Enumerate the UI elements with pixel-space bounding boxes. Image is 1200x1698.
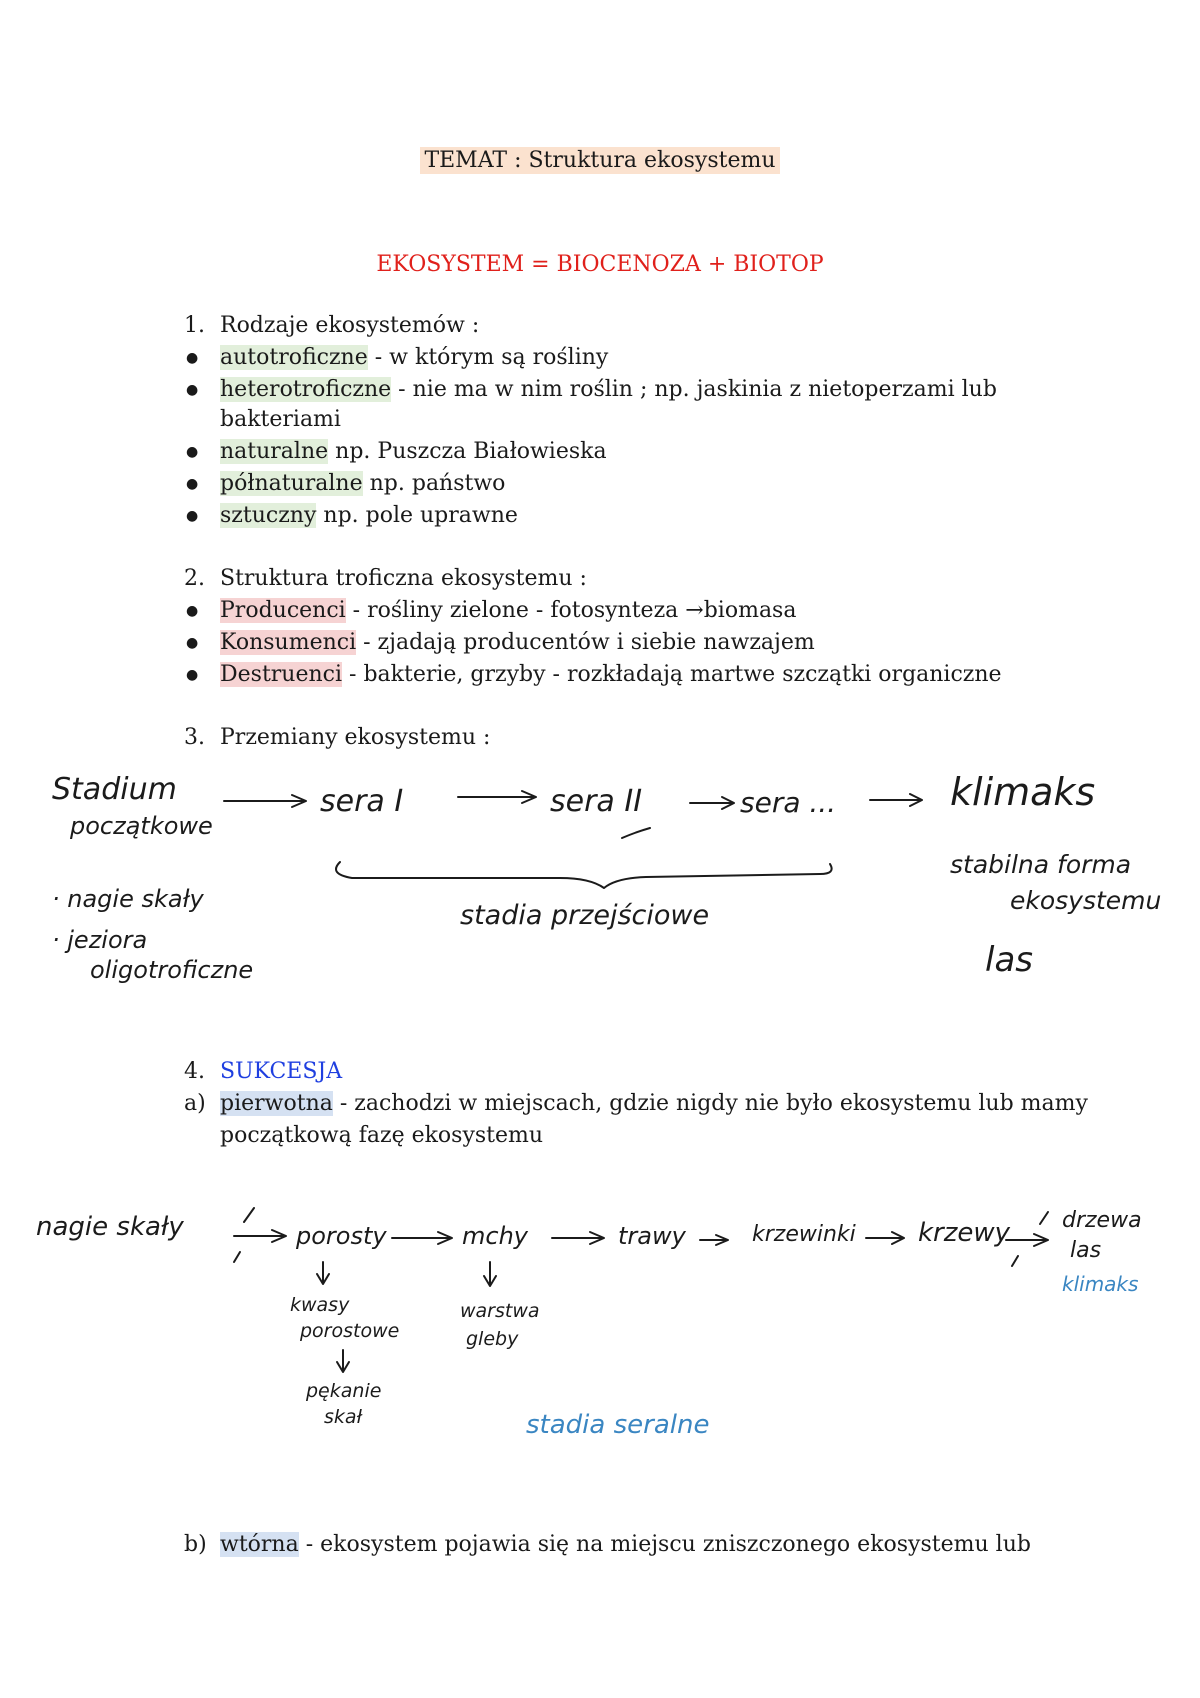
ecosystem-equation: EKOSYSTEM = BIOCENOZA + BIOTOP (376, 252, 824, 277)
section-3-heading: Przemiany ekosystemu : (220, 725, 491, 750)
item-text: - zachodzi w miejscach, gdzie nigdy nie było ekosystemu lub mamy (332, 1091, 1088, 1116)
hw-kwasy: kwasy (290, 1294, 350, 1316)
hw-poczatkowe: początkowe (70, 812, 213, 840)
item-text: np. państwo (362, 471, 506, 496)
list-item (220, 660, 1002, 690)
item-term: heterotroficzne (220, 377, 392, 402)
bullet-dot: ● (186, 635, 199, 651)
item-text: np. pole uprawne (316, 503, 518, 528)
hw-stabilna-forma: stabilna forma (950, 850, 1132, 879)
hw-drzewa: drzewa (1062, 1208, 1142, 1233)
item-term: półnaturalne (220, 471, 363, 496)
arrow-stroke (1006, 1234, 1048, 1246)
tick (244, 1208, 254, 1222)
hw-klimaks-2: klimaks (1062, 1272, 1139, 1296)
hw-nagie-skaly: nagie skały (36, 1212, 184, 1242)
list-item (220, 375, 997, 405)
section-3-number: 3. (184, 725, 205, 750)
bullet-dot: ● (186, 382, 199, 398)
hw-bullet-jeziora: · jeziora (52, 926, 148, 954)
bullet-dot: ● (186, 508, 199, 524)
arrow-stroke (870, 794, 922, 806)
hw-pekanie: pękanie (306, 1380, 382, 1402)
item-text: np. Puszcza Białowieska (328, 439, 607, 464)
tick (1012, 1256, 1018, 1266)
item-text: - ekosystem pojawia się na miejscu zniszczonego ekosystemu lub (298, 1532, 1031, 1557)
hw-gleby: gleby (466, 1328, 519, 1350)
hw-skal: skał (324, 1406, 362, 1428)
item-term: wtórna (220, 1532, 299, 1557)
item-term: Destruenci (220, 662, 343, 687)
item-text: - bakterie, grzyby - rozkładają martwe szczątki organiczne (342, 662, 1002, 687)
arrow-stroke (224, 795, 306, 807)
hw-las: las (985, 940, 1033, 980)
section-1-number: 1. (184, 313, 205, 338)
list-item (220, 596, 796, 626)
brace (336, 862, 832, 888)
hw-sera-3: sera ... (740, 786, 837, 819)
item-term: sztuczny (220, 503, 317, 528)
list-item (220, 437, 607, 467)
item-text: - rośliny zielone - fotosynteza →biomasa (345, 598, 797, 623)
list-item (220, 343, 608, 373)
hw-trawy: trawy (618, 1222, 686, 1250)
hw-mchy: mchy (462, 1222, 528, 1250)
item-term: naturalne (220, 439, 329, 464)
hw-sera-1: sera I (320, 784, 404, 819)
down-arrow (317, 1262, 329, 1284)
tick (1040, 1212, 1048, 1224)
page-title: TEMAT : Struktura ekosystemu (0, 146, 1200, 176)
item-a-continuation: początkową fazę ekosystemu (220, 1123, 544, 1148)
arrow-stroke (866, 1232, 904, 1244)
section-2-number: 2. (184, 566, 205, 591)
down-arrow (484, 1262, 496, 1286)
down-arrow (337, 1350, 349, 1372)
list-item-continuation: bakteriami (220, 407, 341, 432)
hw-sera-2: sera II (550, 784, 643, 819)
arrow-stroke (234, 1230, 286, 1242)
hw-krzewy: krzewy (918, 1218, 1011, 1248)
hw-bullet-nagie-skaly: · nagie skały (52, 885, 204, 913)
bullet-dot: ● (186, 603, 199, 619)
list-item (220, 469, 505, 499)
item-term: Konsumenci (220, 630, 357, 655)
hw-las-2: las (1070, 1238, 1102, 1263)
hw-krzewinki: krzewinki (752, 1222, 856, 1247)
hw-porosty: porosty (296, 1222, 387, 1250)
item-text: - w którym są rośliny (367, 345, 609, 370)
bullet-dot: ● (186, 444, 199, 460)
item-text: - zjadają producentów i siebie nawzajem (356, 630, 815, 655)
hw-warstwa: warstwa (460, 1300, 540, 1322)
item-a-label: a) (184, 1091, 206, 1116)
hw-klimaks: klimaks (950, 770, 1096, 814)
arrow-stroke (690, 797, 734, 809)
item-term: Producenci (220, 598, 346, 623)
item-term: pierwotna (220, 1091, 333, 1116)
hw-stadia-przejsciowe: stadia przejściowe (460, 900, 710, 931)
item-text: - nie ma w nim roślin ; np. jaskinia z nietoperzami lub (391, 377, 997, 402)
section-4-heading: SUKCESJA (220, 1059, 343, 1084)
list-item (220, 501, 518, 531)
hw-porostowe: porostowe (300, 1320, 400, 1342)
hw-stadium: Stadium (52, 772, 177, 807)
arrow-stroke (552, 1232, 604, 1244)
bullet-dot: ● (186, 476, 199, 492)
hw-oligotroficzne: oligotroficzne (90, 956, 254, 984)
section-2-heading: Struktura troficzna ekosystemu : (220, 566, 587, 591)
hw-ekosystemu: ekosystemu (1010, 886, 1162, 915)
tick (234, 1252, 240, 1262)
arrow-stroke (392, 1232, 452, 1244)
underline-mark (622, 828, 650, 838)
hw-stadia-seralne: stadia seralne (526, 1410, 710, 1440)
bullet-dot: ● (186, 350, 199, 366)
item-b-text (220, 1530, 1031, 1560)
section-1-heading: Rodzaje ekosystemów : (220, 313, 480, 338)
item-b-label: b) (184, 1532, 207, 1557)
bullet-dot: ● (186, 667, 199, 683)
list-item (220, 628, 815, 658)
arrow-stroke (458, 791, 536, 803)
section-4-number: 4. (184, 1059, 205, 1084)
arrow-stroke (700, 1235, 728, 1245)
item-a-text (220, 1089, 1088, 1119)
item-term: autotroficzne (220, 345, 368, 370)
